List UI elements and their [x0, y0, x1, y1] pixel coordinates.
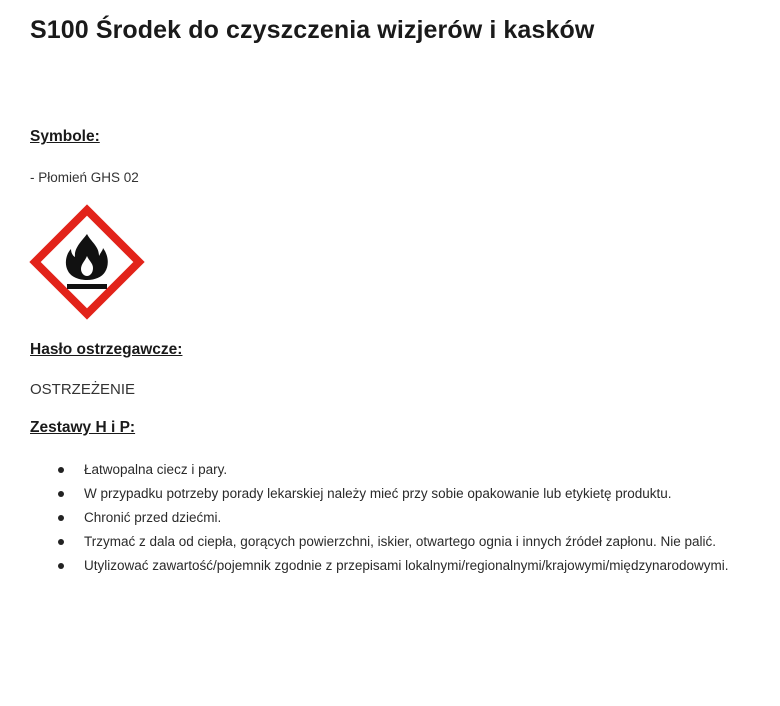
bullet-icon — [58, 491, 64, 497]
hp-statement-text: W przypadku potrzeby porady lekarskiej należy mieć przy sobie opakowanie lub etykietę produktu. — [84, 486, 672, 501]
hp-statement-text: Chronić przed dziećmi. — [84, 510, 222, 525]
hp-heading: Zestawy H i P: — [30, 419, 136, 436]
bullet-icon — [58, 563, 64, 569]
page-title: S100 Środek do czyszczenia wizjerów i kasków — [30, 16, 595, 44]
signal-word-heading: Hasło ostrzegawcze: — [30, 341, 183, 358]
bullet-icon — [58, 467, 64, 473]
symbols-heading: Symbole: — [30, 128, 100, 145]
list-item — [50, 530, 730, 554]
bullet-icon — [58, 539, 64, 545]
list-item — [50, 506, 730, 530]
bullet-icon — [58, 515, 64, 521]
signal-word-value: OSTRZEŻENIE — [30, 381, 136, 398]
list-item — [50, 554, 730, 578]
hp-statement-text: Łatwopalna ciecz i pary. — [84, 462, 228, 477]
hp-statement-text: Trzymać z dala od ciepła, gorących powierzchni, iskier, otwartego ognia i innych źródeł zapłonu. Nie palić. — [84, 534, 717, 549]
hp-statement-text: Utylizować zawartość/pojemnik zgodnie z przepisami lokalnymi/regionalnymi/krajowymi/międzynarodowymi. — [84, 558, 729, 573]
list-item — [50, 482, 730, 506]
list-item — [50, 458, 730, 482]
hp-statement-list — [50, 458, 730, 578]
symbol-item: - Płomień GHS 02 — [30, 170, 139, 185]
ghs02-flame-icon — [29, 204, 145, 320]
